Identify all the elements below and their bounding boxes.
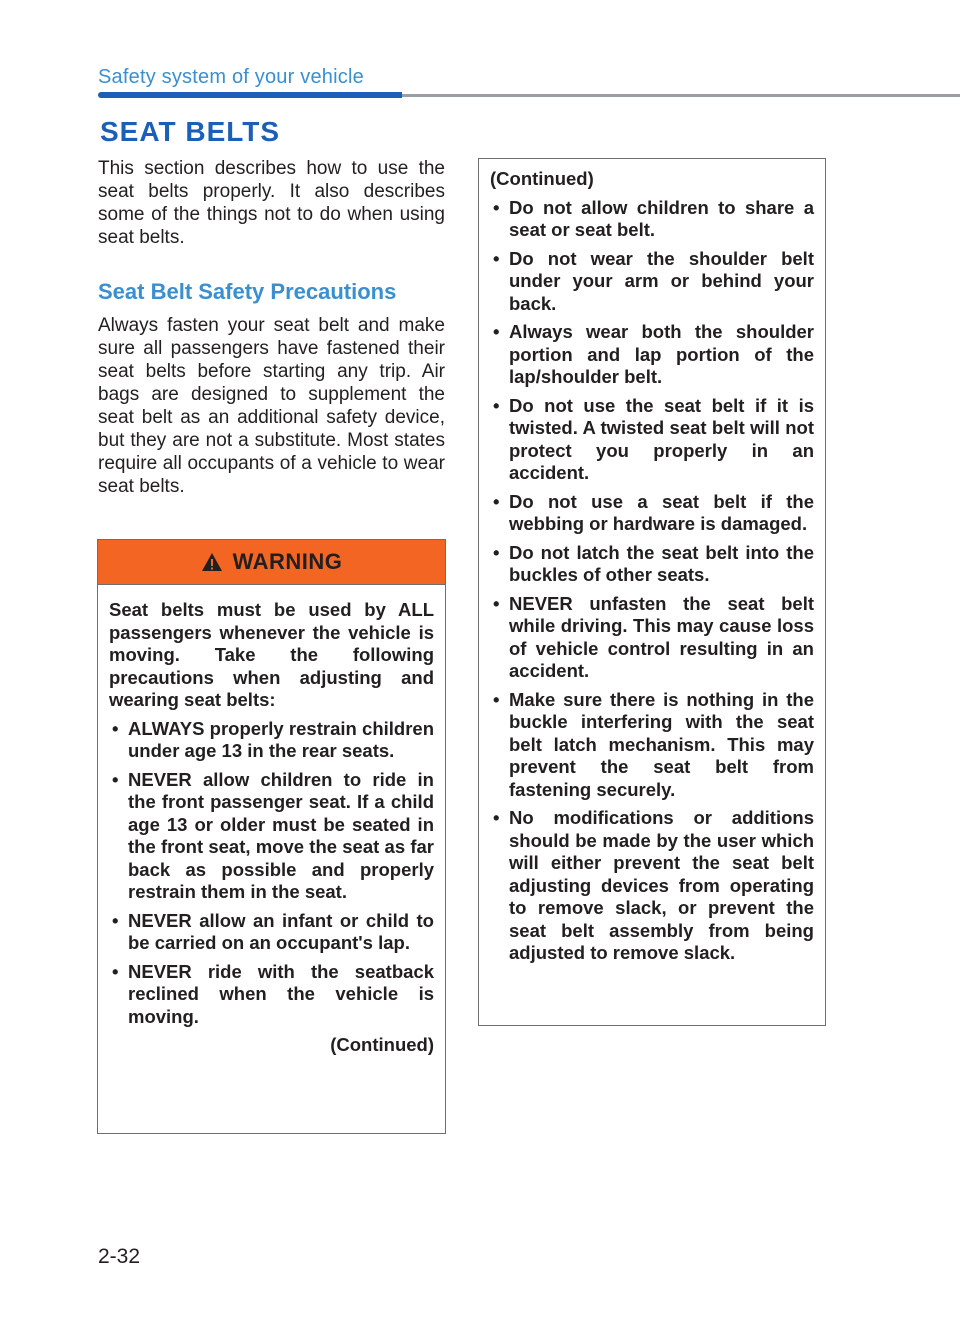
header-section-label: Safety system of your vehicle	[98, 66, 364, 88]
list-item: • Do not use a seat belt if the webbing or hardware is damaged.	[490, 491, 814, 536]
list-item: • Do not allow children to share a seat or seat belt.	[490, 197, 814, 242]
continued-heading: (Continued)	[490, 168, 594, 189]
list-item: • NEVER allow an infant or child to be carried on an occupant's lap.	[109, 910, 434, 955]
warning-intro: Seat belts must be used by ALL passengers whenever the vehicle is moving. Take the following precautions when adjusting and wearing seat belts:	[109, 599, 434, 710]
page-number: 2-32	[98, 1245, 141, 1268]
list-item: • Always wear both the shoulder portion and lap portion of the lap/shoulder belt.	[490, 321, 814, 389]
intro-paragraph: This section describes how to use the seat belts properly. It also describes some of the things not to do when using seat belts.	[98, 158, 445, 248]
list-item: • NEVER unfasten the seat belt while driving. This may cause loss of vehicle control resulting in an accident.	[490, 593, 814, 683]
precautions-heading: Seat Belt Safety Precautions	[98, 279, 397, 304]
list-item: • NEVER ride with the seatback reclined when the vehicle is moving.	[109, 961, 434, 1029]
page-title: SEAT BELTS	[100, 116, 281, 147]
list-item: • Make sure there is nothing in the buckle interfering with the seat belt latch mechanism. This may prevent the seat belt from fastening securely.	[490, 689, 814, 802]
continued-content	[479, 159, 825, 965]
warning-triangle-icon	[201, 552, 223, 572]
precautions-paragraph: Always fasten your seat belt and make sure all passengers have fastened their seat belts before starting any trip. Air bags are designed to supplement the seat belt as an additional safety device, but they are not a substitute. Most states require all occupants of a vehicle to wear seat belts.	[98, 315, 445, 497]
list-item: • Do not latch the seat belt into the buckles of other seats.	[490, 542, 814, 587]
continued-list	[490, 197, 814, 965]
list-item: • Do not use the seat belt if it is twisted. A twisted seat belt will not protect you properly in an accident.	[490, 395, 814, 485]
list-item: • ALWAYS properly restrain children under age 13 in the rear seats.	[109, 718, 434, 763]
warning-continued: (Continued)	[330, 1034, 434, 1055]
warning-header	[98, 540, 445, 585]
list-item: • No modifications or additions should be made by the user which will either prevent the seat belt adjusting devices from operating to remove slack, or prevent the seat belt assembly from being adjusted to remove slack.	[490, 807, 814, 965]
warning-label: WARNING	[232, 549, 343, 574]
list-item: • Do not wear the shoulder belt under your arm or behind your back.	[490, 248, 814, 316]
header-bar-accent	[98, 92, 402, 98]
list-item: • NEVER allow children to ride in the front passenger seat. If a child age 13 or older must be seated in the front seat, move the seat as far back as possible and properly restrain them in the seat.	[109, 769, 434, 904]
header-bar-rule	[402, 94, 960, 97]
continued-box	[478, 158, 826, 1026]
warning-content	[98, 585, 445, 1057]
warning-box	[97, 539, 446, 1134]
warning-list	[109, 718, 434, 1029]
